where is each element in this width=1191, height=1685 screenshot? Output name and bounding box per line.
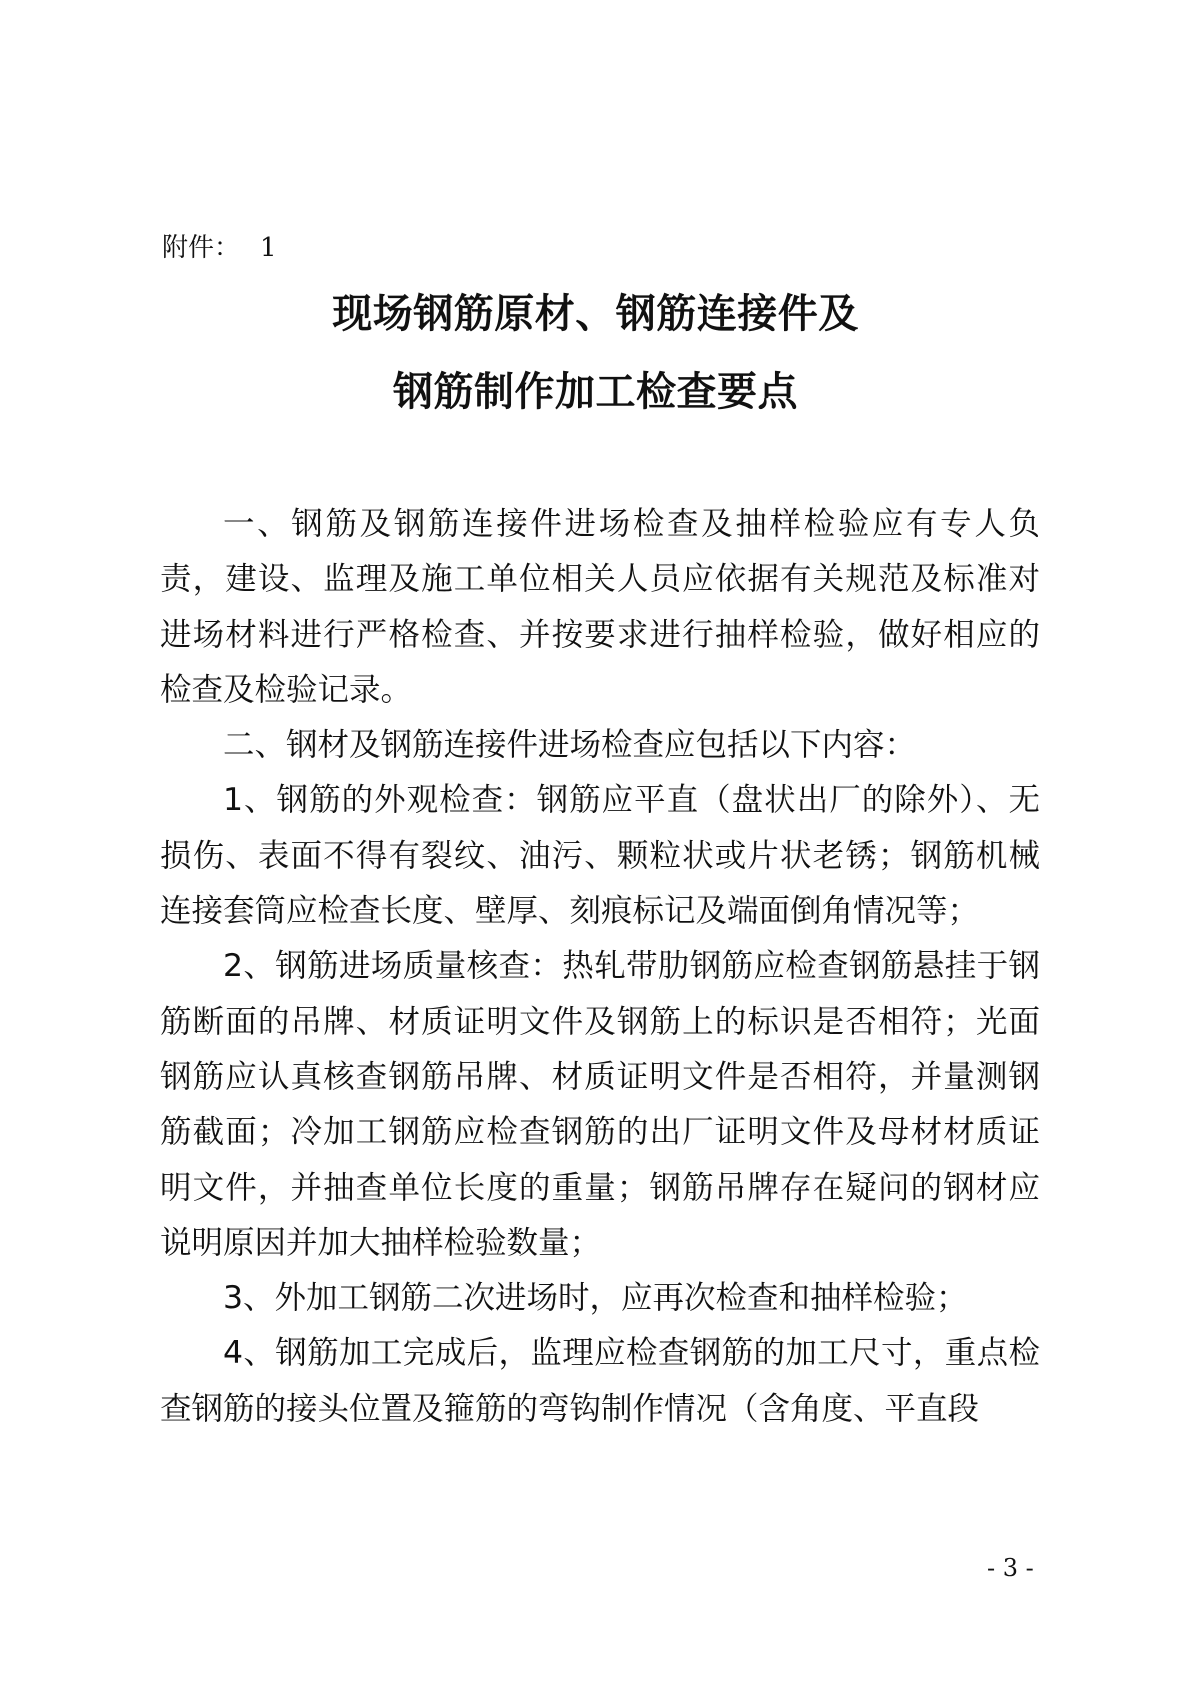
page-number: - 3 - (987, 1554, 1034, 1582)
paragraph-item-1-appearance: 1、钢筋的外观检查：钢筋应平直（盘状出厂的除外）、无损伤、表面不得有裂纹、油污、颗粒状或片状老锈；钢筋机械连接套筒应检查长度、壁厚、刻痕标记及端面倒角情况等； (160, 782, 1040, 930)
attachment-label (162, 228, 277, 268)
paragraph-item-3-reentry: 3、外加工钢筋二次进场时，应再次检查和抽样检验； (223, 1280, 968, 1317)
document-body (160, 497, 1040, 1437)
document-title-line-1: 现场钢筋原材、钢筋连接件及 (332, 291, 859, 337)
attachment-label-text: 附件： (162, 233, 241, 263)
paragraph-item-2-quality-check: 2、钢筋进场质量核查：热轧带肋钢筋应检查钢筋悬挂于钢筋断面的吊牌、材质证明文件及钢筋上的标识是否相符；光面钢筋应认真核查钢筋吊牌、材质证明文件是否相符，并量测钢筋截面；冷加工钢筋应检查钢筋的出厂证明文件及母材材质证明文件，并抽查单位长度的重量；钢筋吊牌存在疑问的钢材应说明原因并加大抽样检验数量； (160, 948, 1040, 1261)
document-title-line-2: 钢筋制作加工检查要点 (393, 369, 798, 415)
paragraph-item-4-processing: 4、钢筋加工完成后，监理应检查钢筋的加工尺寸，重点检查钢筋的接头位置及箍筋的弯钩制作情况（含角度、平直段 (160, 1335, 1040, 1427)
attachment-number: 1 (260, 233, 277, 263)
paragraph-2-inspection-contents: 二、钢材及钢筋连接件进场检查应包括以下内容： (223, 727, 917, 764)
paragraph-1-staffing: 一、钢筋及钢筋连接件进场检查及抽样检验应有专人负责，建设、监理及施工单位相关人员应依据有关规范及标准对进场材料进行严格检查、并按要求进行抽样检验，做好相应的检查及检验记录。 (160, 506, 1040, 708)
